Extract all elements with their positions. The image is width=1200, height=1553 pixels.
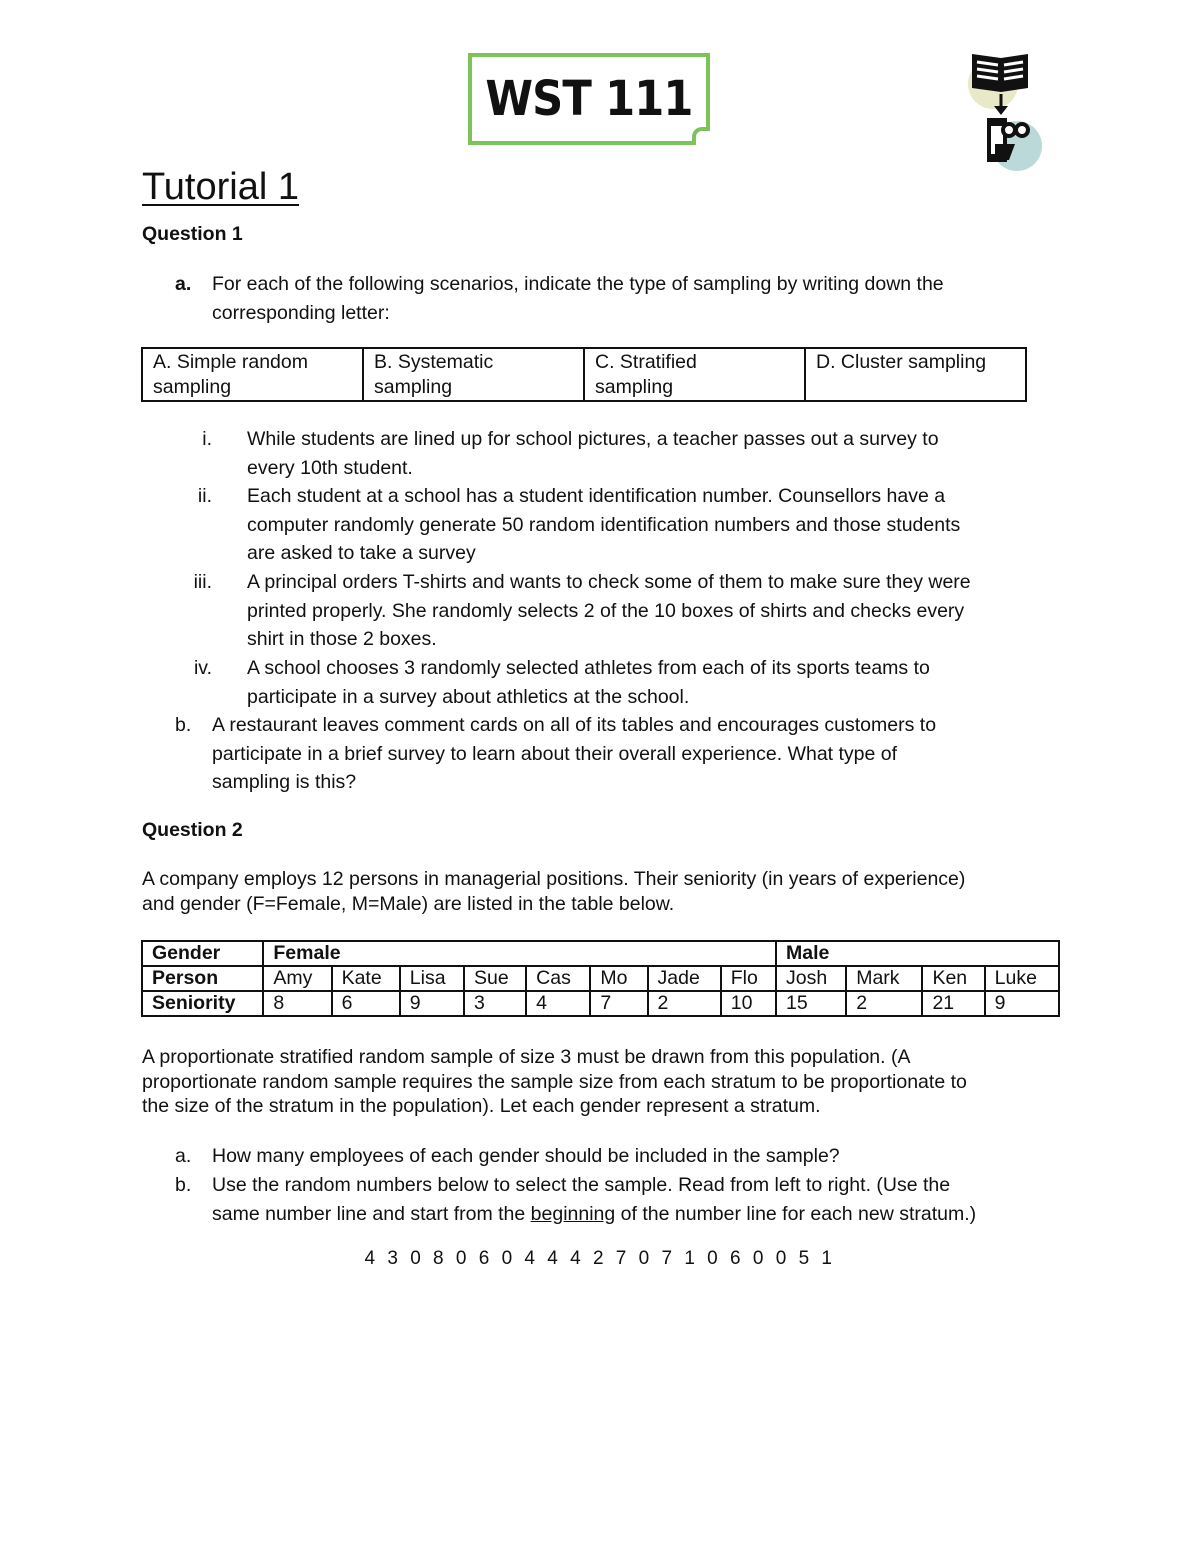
q1b-text	[212, 711, 936, 797]
q2-intro-line1: A company employs 12 persons in managerial positions. Their seniority (in years of experience)	[142, 868, 966, 890]
person-cell: Mo	[590, 966, 647, 991]
seniority-label: Seniority	[142, 991, 263, 1016]
logo-corner-curl	[692, 127, 710, 145]
option-c-cell	[584, 348, 805, 401]
seniority-cell: 6	[332, 991, 400, 1016]
logo-text: WST 111	[485, 71, 693, 127]
seniority-cell: 9	[985, 991, 1059, 1016]
gender-label: Gender	[142, 941, 263, 966]
q1a-text-line1: For each of the following scenarios, indicate the type of sampling by writing down the	[212, 273, 944, 295]
seniority-cell: 21	[922, 991, 984, 1016]
person-cell: Jade	[648, 966, 721, 991]
option-c-line2: sampling	[595, 376, 674, 398]
course-logo	[468, 53, 710, 145]
q2b-line2	[212, 1200, 976, 1229]
seniority-cell: 9	[400, 991, 464, 1016]
seniority-row	[142, 991, 1059, 1016]
person-cell: Lisa	[400, 966, 464, 991]
item-ii-label: ii.	[197, 485, 212, 507]
person-cell: Sue	[464, 966, 526, 991]
item-iii-line: printed properly. She randomly selects 2 of the 10 boxes of shirts and checks every	[247, 599, 965, 622]
item-iv-text	[247, 654, 930, 711]
option-a-cell	[142, 348, 363, 401]
item-i-line: While students are lined up for school pictures, a teacher passes out a survey to	[247, 428, 939, 450]
q2-paragraph-line3: the size of the stratum in the population). Let each gender represent a stratum.	[142, 1095, 821, 1117]
question-2-heading: Question 2	[142, 819, 243, 841]
question-1-heading: Question 1	[142, 223, 243, 245]
option-d-cell	[805, 348, 1026, 401]
option-a-line2: sampling	[153, 376, 232, 398]
q2-intro	[142, 867, 965, 916]
item-iii-line: A principal orders T-shirts and wants to check some of them to make sure they were	[247, 571, 971, 593]
person-cell: Flo	[721, 966, 776, 991]
item-i-line: every 10th student.	[247, 456, 413, 479]
seniority-cell: 4	[526, 991, 590, 1016]
person-cell: Josh	[776, 966, 846, 991]
person-row	[142, 966, 1059, 991]
q2b-line1: Use the random numbers below to select the sample. Read from left to right. (Use the	[212, 1174, 951, 1196]
q2b-label: b.	[175, 1174, 192, 1196]
table-row	[142, 348, 1026, 401]
seniority-cell: 15	[776, 991, 846, 1016]
q1a-text	[212, 270, 944, 327]
item-iii-line: shirt in those 2 boxes.	[247, 628, 437, 650]
option-b-cell	[363, 348, 584, 401]
item-iv-label: iv.	[193, 657, 212, 679]
seniority-cell: 2	[648, 991, 721, 1016]
option-b-line2: sampling	[374, 376, 453, 398]
option-d-line1: D. Cluster sampling	[816, 351, 987, 373]
q1b-line: sampling is this?	[212, 771, 357, 793]
q1b-line: A restaurant leaves comment cards on all of its tables and encourages customers to	[212, 714, 937, 736]
seniority-cell: 8	[263, 991, 331, 1016]
q2-intro-line2: and gender (F=Female, M=Male) are listed in the table below.	[142, 892, 675, 915]
book-person-icon	[965, 48, 1047, 172]
q1a-text-line2: corresponding letter:	[212, 301, 390, 324]
q1a-label-text: a.	[175, 273, 192, 295]
q1b-label: b.	[175, 714, 192, 736]
female-header: Female	[263, 941, 776, 966]
person-cell: Amy	[263, 966, 331, 991]
seniority-cell: 2	[846, 991, 922, 1016]
employee-table	[141, 940, 1060, 1017]
sampling-types-table	[141, 347, 1027, 402]
q2b-text	[212, 1171, 976, 1228]
person-cell: Mark	[846, 966, 922, 991]
item-iii-label: iii.	[193, 571, 212, 593]
person-cell: Kate	[332, 966, 400, 991]
person-cell: Ken	[922, 966, 984, 991]
person-cell: Luke	[985, 966, 1059, 991]
item-iv-line: participate in a survey about athletics at the school.	[247, 685, 690, 708]
gender-row	[142, 941, 1059, 966]
item-i-label: i.	[202, 428, 212, 450]
q2b-line2-post: of the number line for each new stratum.)	[615, 1202, 977, 1225]
item-ii-line: are asked to take a survey	[247, 542, 476, 564]
q1b-line: participate in a brief survey to learn about their overall experience. What type of	[212, 742, 898, 765]
option-a-line1: A. Simple random	[153, 351, 308, 373]
seniority-cell: 3	[464, 991, 526, 1016]
q2b-line2-pre: same number line and start from the	[212, 1202, 531, 1225]
q2a-text: How many employees of each gender should be included in the sample?	[212, 1145, 840, 1167]
item-ii-text	[247, 482, 960, 568]
beginning-underlined: beginning	[530, 1202, 616, 1225]
item-iv-line: A school chooses 3 randomly selected athletes from each of its sports teams to	[247, 657, 930, 679]
random-number-line: 4 3 0 8 0 6 0 4 4 4 2 7 0 7 1 0 6 0 0 5 1	[364, 1248, 836, 1269]
q1a-label	[175, 270, 191, 299]
item-ii-line: computer randomly generate 50 random identification numbers and those students	[247, 513, 961, 536]
q2-paragraph-line2: proportionate random sample requires the sample size from each stratum to be proportionate to	[142, 1070, 967, 1093]
q2a-label: a.	[175, 1145, 192, 1167]
seniority-cell: 7	[590, 991, 647, 1016]
item-i-text	[247, 425, 939, 482]
option-b-line1: B. Systematic	[374, 351, 494, 373]
male-header: Male	[776, 941, 1059, 966]
option-c-line1: C. Stratified	[595, 351, 697, 373]
seniority-cell: 10	[721, 991, 776, 1016]
item-iii-text	[247, 568, 971, 654]
person-cell: Cas	[526, 966, 590, 991]
q2-paragraph-line1: A proportionate stratified random sample of size 3 must be drawn from this population. (A	[142, 1046, 911, 1068]
item-ii-line: Each student at a school has a student identification number. Counsellors have a	[247, 485, 946, 507]
q2-paragraph	[142, 1045, 967, 1119]
page-title: Tutorial 1	[142, 166, 299, 208]
person-label: Person	[142, 966, 263, 991]
